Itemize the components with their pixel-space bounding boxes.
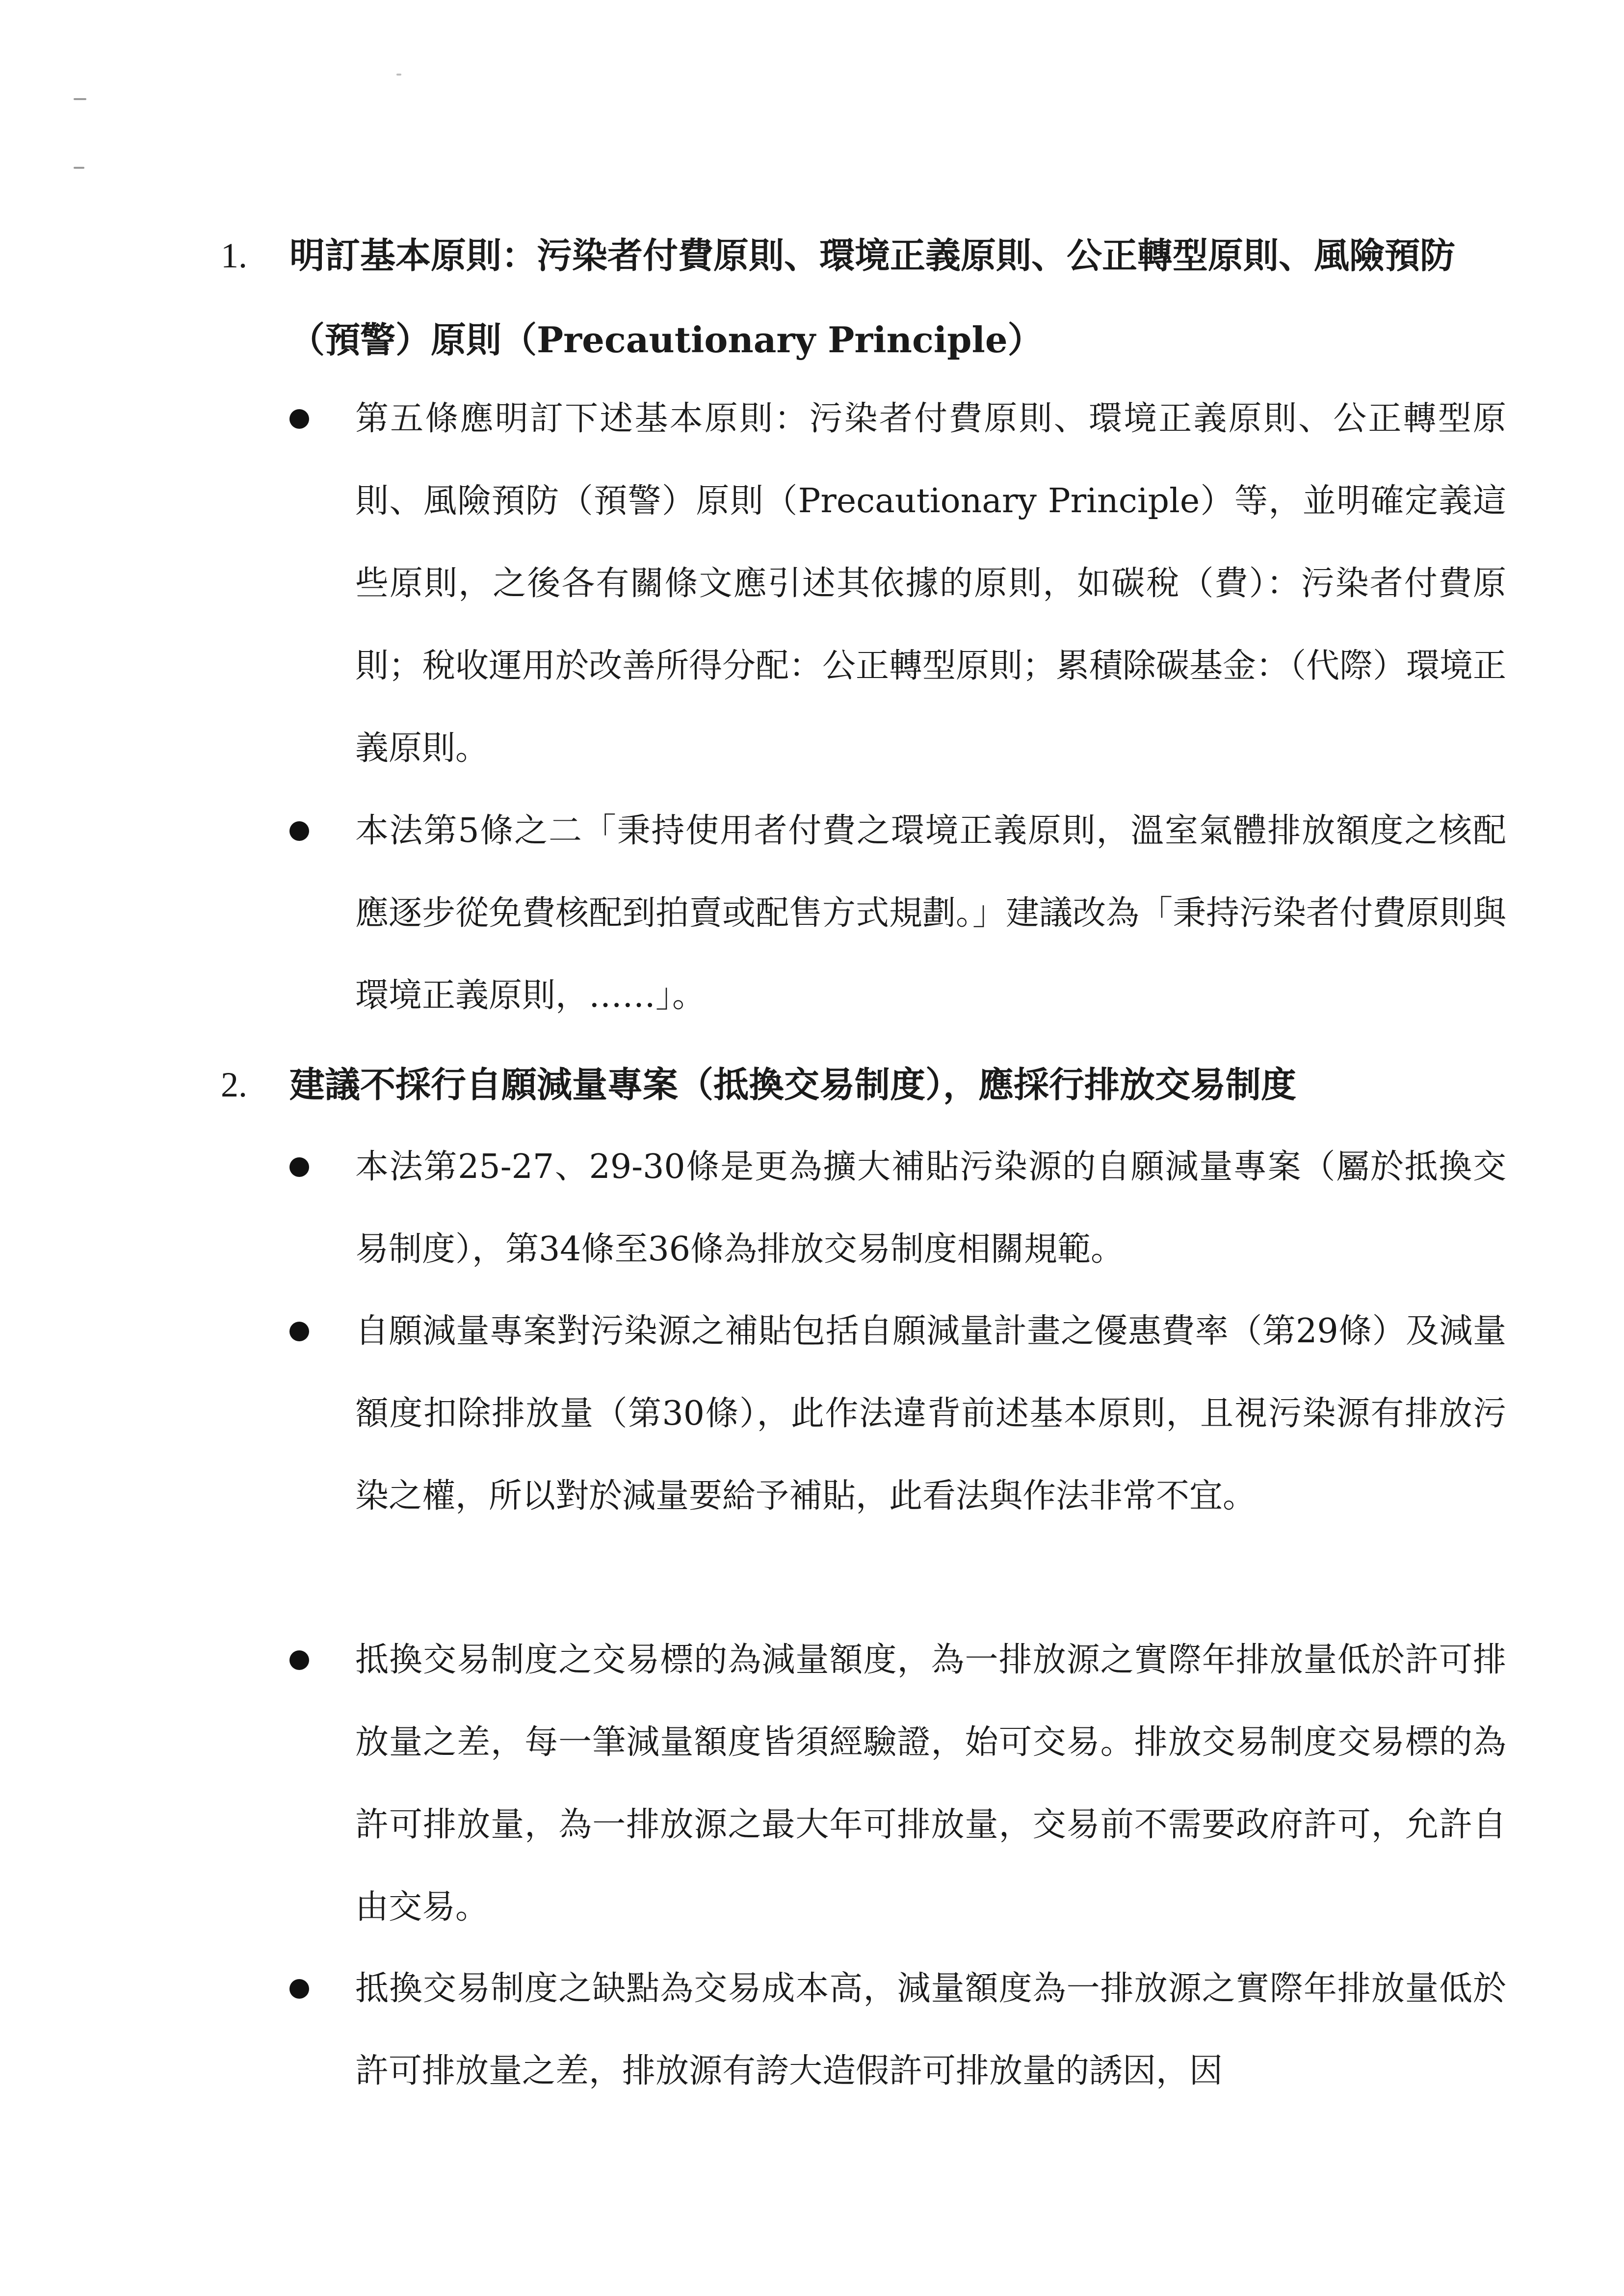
bullet-icon bbox=[289, 1157, 309, 1177]
list-item-text: 自願減量專案對污染源之補貼包括自願減量計畫之優惠費率（第29條）及減量額度扣除排放量（第30條），此作法違背前述基本原則，且視污染源有排放污染之權，所以對於減量要給予補貼，此看法與作法非常不宜。 bbox=[355, 1312, 1506, 1515]
section-heading: 建議不採行自願減量專案（抵換交易制度），應採行排放交易制度 bbox=[289, 1064, 1297, 1105]
scan-speck bbox=[74, 98, 86, 100]
list-item bbox=[289, 1619, 1506, 1949]
scan-speck bbox=[396, 74, 401, 76]
list-item bbox=[289, 378, 1506, 790]
bullet-icon bbox=[289, 821, 309, 841]
list-item-text: 本法第25-27、29-30條是更為擴大補貼污染源的自願減量專案（屬於抵換交易制度），第34條至36條為排放交易制度相關規範。 bbox=[355, 1148, 1506, 1269]
section-2 bbox=[221, 1043, 1506, 1127]
section-number: 1. bbox=[221, 236, 247, 275]
list-item-text: 本法第5條之二「秉持使用者付費之環境正義原則，溫室氣體排放額度之核配應逐步從免費核配到拍賣或配售方式規劃。」建議改為「秉持污染者付費原則與環境正義原則，……」。 bbox=[355, 811, 1507, 1015]
bullet-icon bbox=[289, 1322, 309, 1341]
list-item-text: 抵換交易制度之交易標的為減量額度，為一排放源之實際年排放量低於許可排放量之差，每一筆減量額度皆須經驗證，始可交易。排放交易制度交易標的為許可排放量，為一排放源之最大年可排放量，交易前不需要政府許可，允許自由交易。 bbox=[355, 1641, 1506, 1927]
bullet-icon bbox=[289, 1650, 309, 1670]
section-number: 2. bbox=[221, 1065, 247, 1104]
list-item bbox=[289, 1290, 1506, 1538]
bullet-icon bbox=[289, 1979, 309, 1999]
scan-speck bbox=[74, 167, 84, 169]
section-heading: 明訂基本原則：污染者付費原則、環境正義原則、公正轉型原則、風險預防（預警）原則（Precautionary Principle） bbox=[289, 235, 1456, 361]
list-item-text: 抵換交易制度之缺點為交易成本高，減量額度為一排放源之實際年排放量低於許可排放量之差，排放源有誇大造假許可排放量的誘因，因 bbox=[355, 1969, 1506, 2090]
list-item-text: 第五條應明訂下述基本原則：污染者付費原則、環境正義原則、公正轉型原則、風險預防（預警）原則（Precautionary Principle）等，並明確定義這些原則，之後各有關條文應引述其依據的原則，如碳稅（費）：污染者付費原則；稅收運用於改善所得分配：公正轉型原則；累積除碳基金：（代際）環境正義原則。 bbox=[355, 399, 1507, 768]
list-item bbox=[289, 790, 1506, 1037]
list-item bbox=[289, 1948, 1506, 2113]
bullet-icon bbox=[289, 409, 309, 429]
section-1 bbox=[221, 213, 1506, 382]
list-item bbox=[289, 1126, 1506, 1291]
